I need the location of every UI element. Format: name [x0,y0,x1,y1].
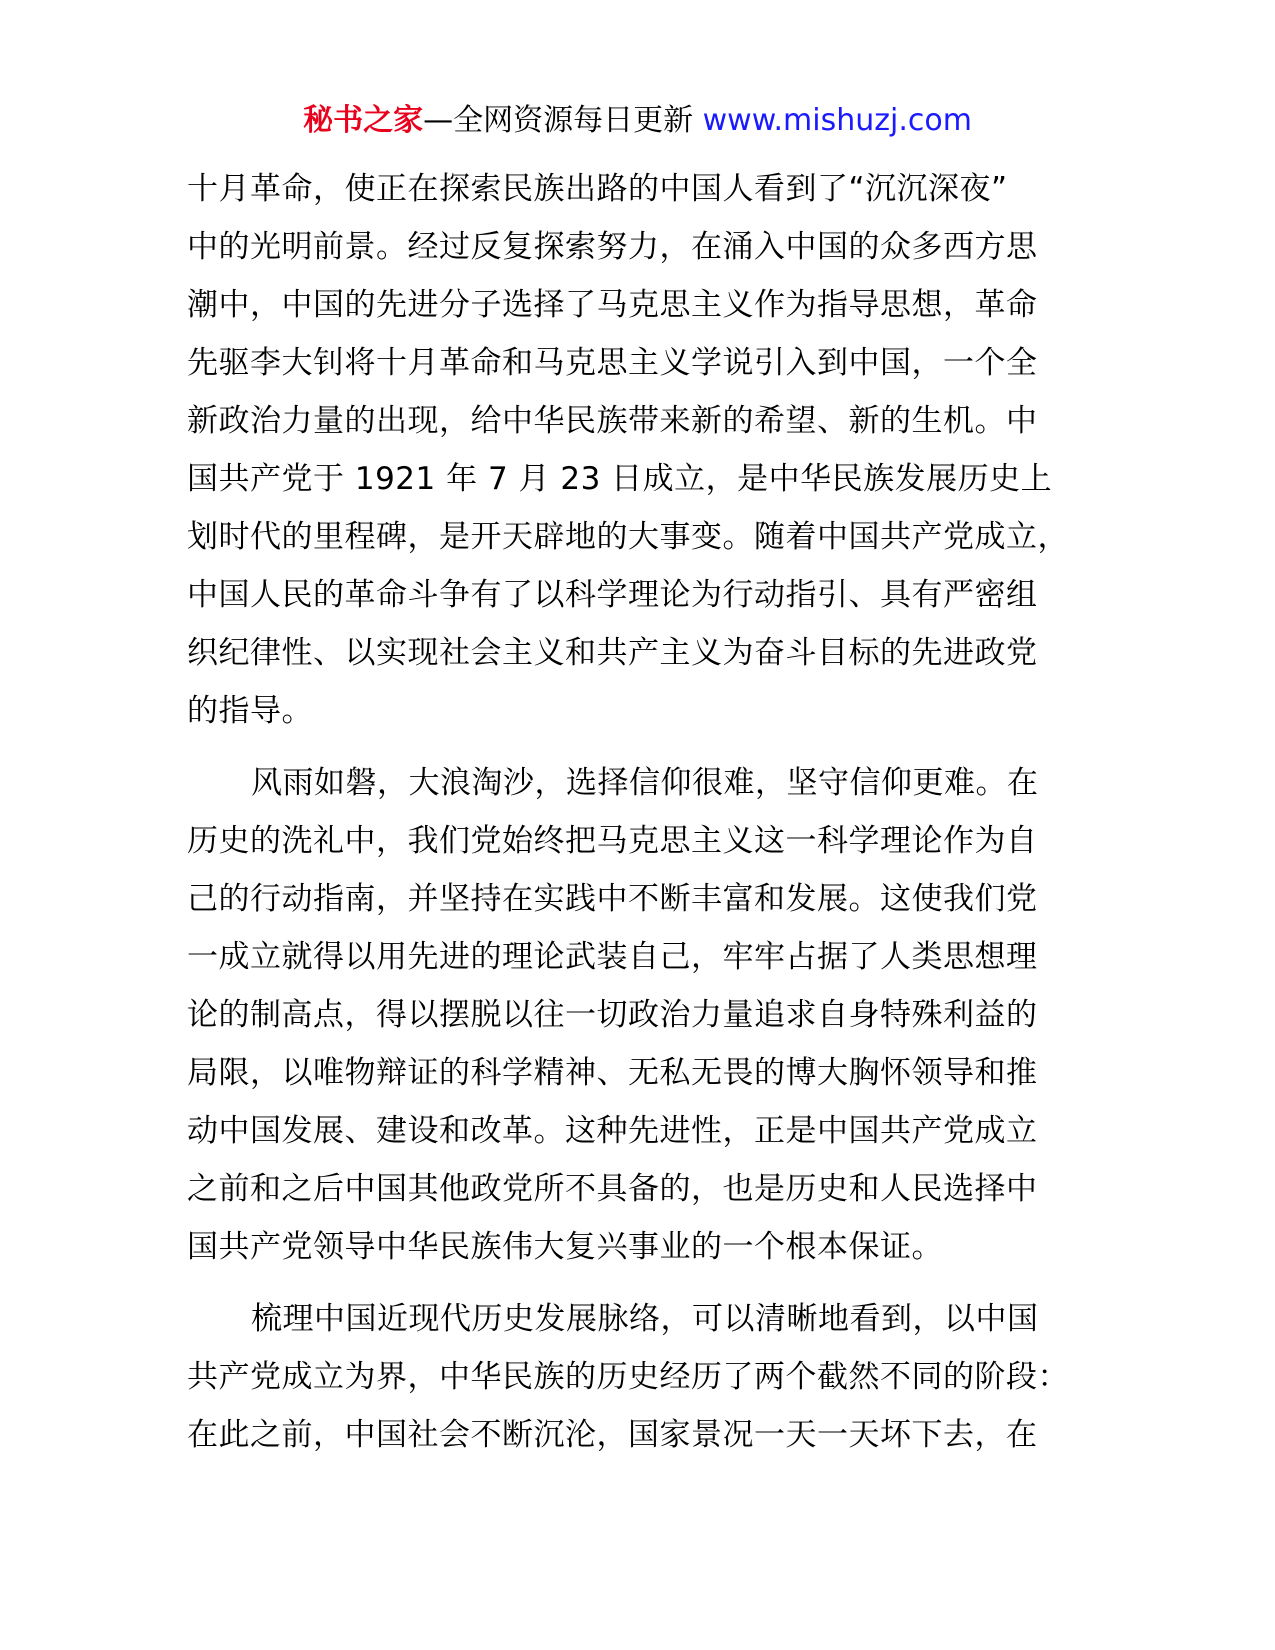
paragraph-1 [187,160,1107,740]
text-line: 一成立就得以用先进的理论武装自己，牢牢占据了人类思想理 [187,939,1038,975]
text-line: 国共产党领导中华民族伟大复兴事业的一个根本保证。 [187,1229,943,1265]
text-line: 织纪律性、以实现社会主义和共产主义为奋斗目标的先进政党 [187,635,1038,671]
paragraph-3 [187,1290,1107,1464]
brand-name: 秘书之家 [303,103,424,138]
text-line: 的指导。 [187,693,313,729]
text-line: 中国人民的革命斗争有了以科学理论为行动指引、具有严密组 [187,577,1038,613]
text-line: 划时代的里程碑，是开天辟地的大事变。随着中国共产党成立， [187,519,1069,555]
text-line: 梳理中国近现代历史发展脉络，可以清晰地看到，以中国 [251,1301,1039,1337]
page-header [0,101,1275,141]
header-tagline: —全网资源每日更新 [423,103,694,138]
text-line: 论的制高点，得以摆脱以往一切政治力量追求自身特殊利益的 [187,997,1038,1033]
text-line: 共产党成立为界，中华民族的历史经历了两个截然不同的阶段： [187,1359,1069,1395]
text-line: 在此之前，中国社会不断沉沦，国家景况一天一天坏下去，在 [187,1417,1038,1453]
text-line: 己的行动指南，并坚持在实践中不断丰富和发展。这使我们党 [187,881,1038,917]
text-line: 先驱李大钊将十月革命和马克思主义学说引入到中国，一个全 [187,345,1038,381]
text-line: 之前和之后中国其他政党所不具备的，也是历史和人民选择中 [187,1171,1038,1207]
text-line: 历史的洗礼中，我们党始终把马克思主义这一科学理论作为自 [187,823,1038,859]
text-line: 十月革命，使正在探索民族出路的中国人看到了“沉沉深夜” [187,171,1008,207]
text-line: 风雨如磐，大浪淘沙，选择信仰很难，坚守信仰更难。在 [251,765,1039,801]
text-line: 动中国发展、建设和改革。这种先进性，正是中国共产党成立 [187,1113,1038,1149]
text-line: 国共产党于 1921 年 7 月 23 日成立，是中华民族发展历史上 [187,461,1053,497]
site-url-link[interactable]: www.mishuzj.com [702,103,972,138]
article-body [187,160,1107,1478]
paragraph-2 [187,754,1107,1276]
text-line: 中的光明前景。经过反复探索努力，在涌入中国的众多西方思 [187,229,1038,265]
text-line: 新政治力量的出现，给中华民族带来新的希望、新的生机。中 [187,403,1038,439]
text-line: 潮中，中国的先进分子选择了马克思主义作为指导思想，革命 [187,287,1038,323]
text-line: 局限，以唯物辩证的科学精神、无私无畏的博大胸怀领导和推 [187,1055,1038,1091]
